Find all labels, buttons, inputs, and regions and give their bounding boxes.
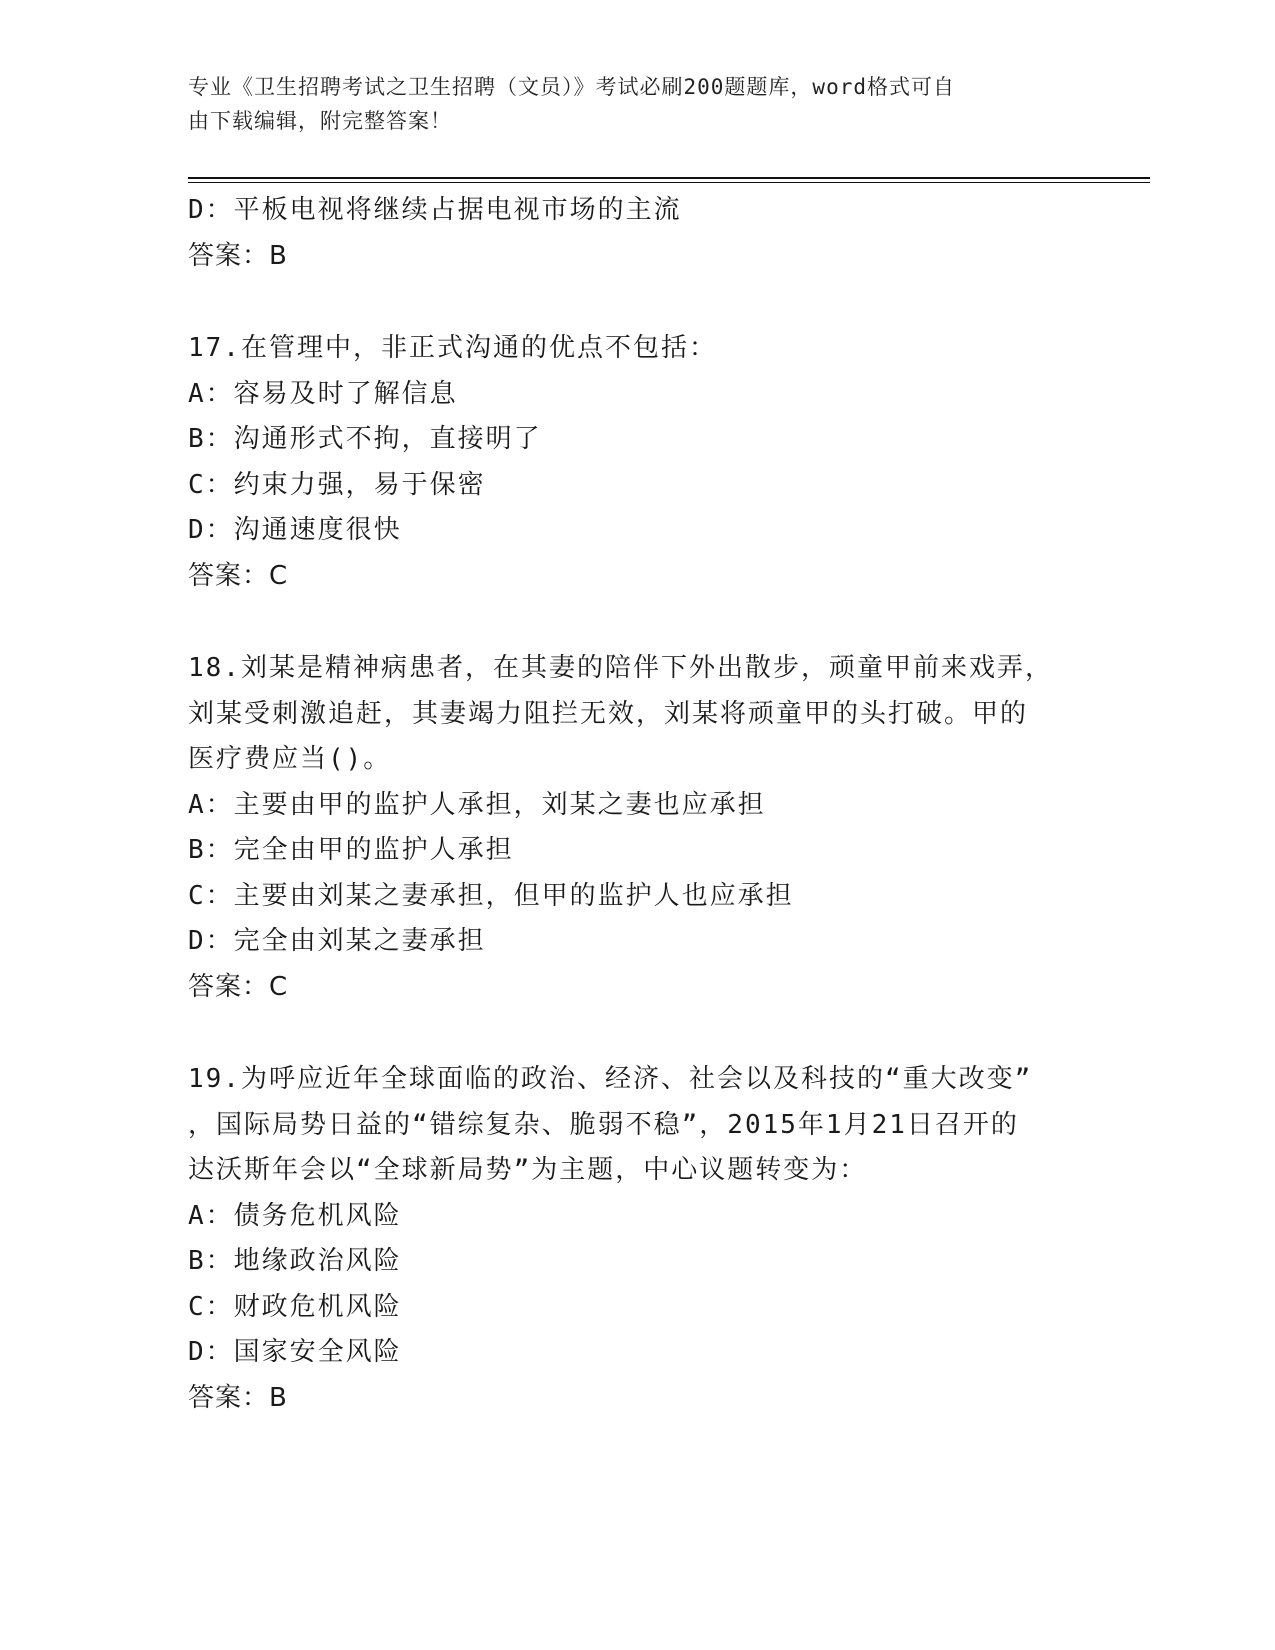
question-17 <box>188 326 1088 599</box>
question-text: 19.为呼应近年全球面临的政治、经济、社会以及科技的“重大改变” <box>188 1064 1033 1094</box>
header-divider-thick <box>188 177 1150 179</box>
option-d: D：平板电视将继续占据电视市场的主流 <box>188 195 682 225</box>
option-b: B：沟通形式不拘，直接明了 <box>188 424 542 454</box>
header-line-1: 专业《卫生招聘考试之卫生招聘（文员）》考试必刷200题题库，word格式可自 <box>188 75 955 99</box>
option-c: C：主要由刘某之妻承担，但甲的监护人也应承担 <box>188 880 794 911</box>
question-text: 18.刘某是精神病患者，在其妻的陪伴下外出散步，顽童甲前来戏弄， <box>188 653 1053 683</box>
option-a: A：债务危机风险 <box>188 1200 402 1231</box>
option-b: B：完全由甲的监护人承担 <box>188 835 514 865</box>
header-divider-thin <box>188 182 1150 183</box>
header-line-2: 由下载编辑，附完整答案！ <box>188 109 452 133</box>
question-text: 医疗费应当()。 <box>188 744 392 774</box>
answer-line: 答案：C <box>188 971 289 1002</box>
answer-line: 答案：B <box>188 1382 288 1413</box>
question-text: 17.在管理中，非正式沟通的优点不包括： <box>188 333 717 363</box>
question-content <box>188 188 1088 1421</box>
option-b: B：地缘政治风险 <box>188 1246 402 1276</box>
question-text: 达沃斯年会以“全球新局势”为主题，中心议题转变为： <box>188 1155 868 1185</box>
option-c: C：财政危机风险 <box>188 1291 402 1322</box>
option-d: D：沟通速度很快 <box>188 515 402 545</box>
answer-line: 答案：B <box>188 240 288 271</box>
question-text: 刘某受刺激追赶，其妻竭力阻拦无效，刘某将顽童甲的头打破。甲的 <box>188 698 1029 729</box>
question-text: ，国际局势日益的“错综复杂、脆弱不稳”，2015年1月21日召开的 <box>188 1109 1019 1140</box>
option-a: A：容易及时了解信息 <box>188 378 458 409</box>
answer-line: 答案：C <box>188 560 289 591</box>
question-18 <box>188 646 1088 1010</box>
question-19 <box>188 1057 1088 1421</box>
option-d: D：完全由刘某之妻承担 <box>188 926 486 956</box>
option-c: C：约束力强，易于保密 <box>188 469 486 500</box>
document-header <box>188 70 1068 138</box>
option-a: A：主要由甲的监护人承担，刘某之妻也应承担 <box>188 789 766 820</box>
option-d: D：国家安全风险 <box>188 1337 402 1367</box>
